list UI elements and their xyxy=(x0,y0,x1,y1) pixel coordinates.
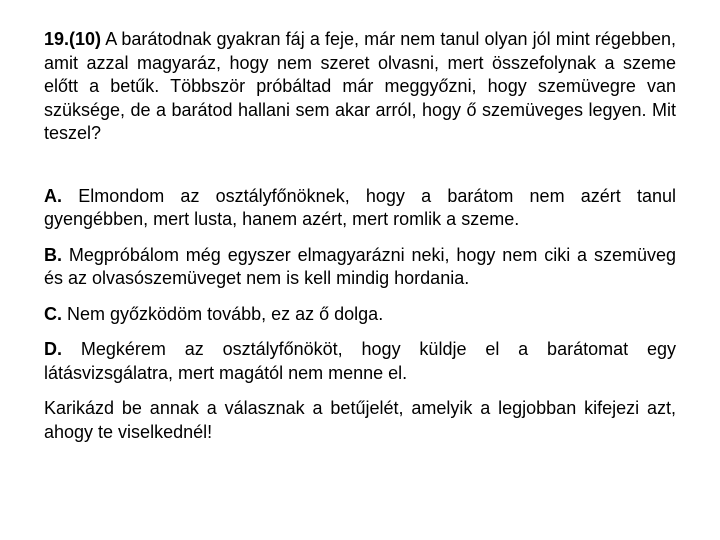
option-letter: A. xyxy=(44,185,62,206)
option-text: Megpróbálom még egyszer elmagyarázni neki, hogy nem ciki a szemüveg és az olvasószemüveget nem is kell mindig hordania. xyxy=(44,244,676,288)
instruction-text: Karikázd be annak a válasznak a betűjelét, amelyik a legjobban kifejezi azt, ahogy te viselkednél! xyxy=(44,398,676,442)
option-letter: C. xyxy=(44,303,62,324)
question-paragraph xyxy=(44,28,676,146)
answer-option-c[interactable] xyxy=(44,303,676,327)
option-text: Megkérem az osztályfőnököt, hogy küldje el a barátomat egy látásvizsgálatra, mert magától nem menne el. xyxy=(44,339,676,383)
answer-option-b[interactable] xyxy=(44,244,676,291)
option-letter: D. xyxy=(44,339,62,359)
answer-option-d[interactable] xyxy=(44,338,676,385)
question-number: 19.(10) xyxy=(44,29,102,49)
question-text: A barátodnak gyakran fáj a feje, már nem tanul olyan jól mint régebben, amit azzal magyaráz, hogy nem szeret olvasni, mert összefolynak a szeme előtt a betűk. Többször próbáltad már meggyőzni, hogy szemüvegre van szüksége, de a barátod hallani sem akar arról, hogy ő szemüveges legyen. Mit teszel? xyxy=(44,29,676,143)
option-text: Nem győzködöm tovább, ez az ő dolga. xyxy=(67,303,384,324)
option-text: Elmondom az osztályfőnöknek, hogy a barátom nem azért tanul gyengébben, mert lusta, hanem azért, mert romlik a szeme. xyxy=(44,185,676,229)
answer-option-a[interactable] xyxy=(44,185,676,232)
document-page xyxy=(44,28,676,444)
option-letter: B. xyxy=(44,244,62,265)
